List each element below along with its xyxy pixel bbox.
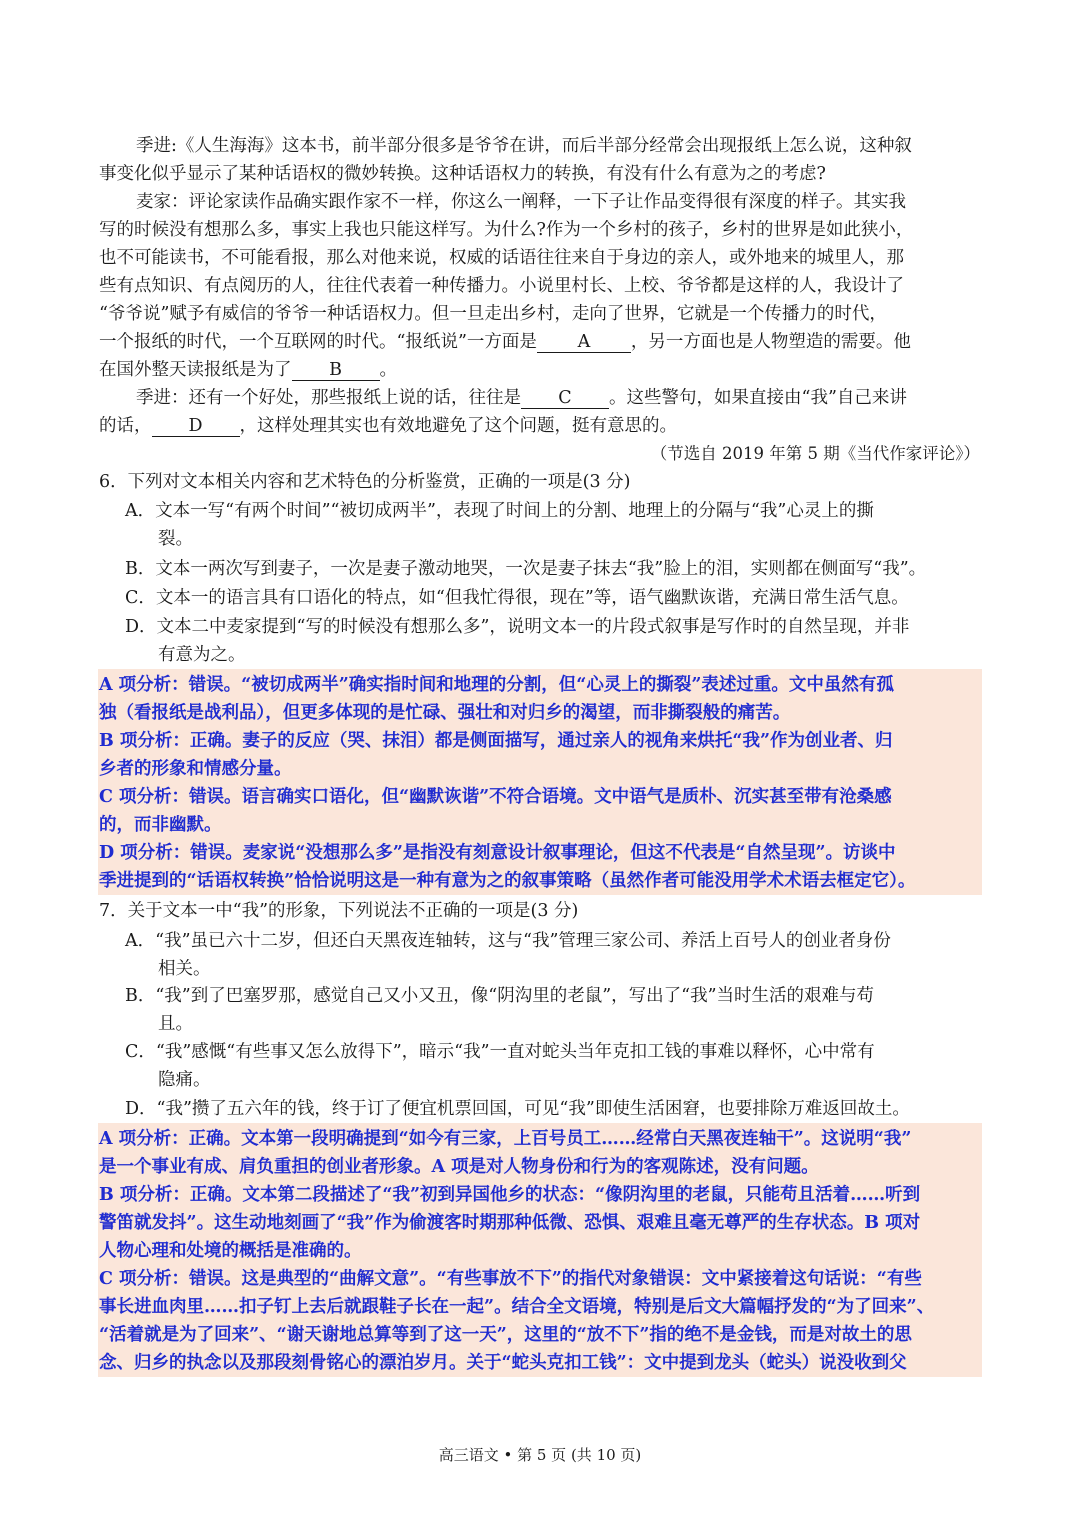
interview-p3-line1 (136, 384, 907, 412)
q6-analysis-line: 的，而非幽默。 (99, 815, 222, 835)
interview-text: ，这样处理其实也有效地避免了这个问题，挺有意思的。 (239, 416, 677, 436)
interview-p2-line3: 也不可能读书，不可能看报，那么对他来说，权威的话语往往来自于身边的亲人，或外地来的城里人，那 (99, 248, 904, 268)
interview-text: 的话， (99, 416, 152, 436)
interview-p2-line7 (99, 356, 397, 384)
q7-option-a: A．“我”虽已六十二岁，但还白天黑夜连轴转，这与“我”管理三家公司、养活上百号人的创业者身份 (125, 931, 891, 951)
source-citation: （节选自 2019 年第 5 期《当代作家评论》） (650, 444, 980, 463)
q7-analysis-line: 是一个事业有成、肩负重担的创业者形象。A 项是对人物身份和行为的客观陈述，没有问题。 (99, 1157, 819, 1177)
q7-analysis-line: 事长进血肉里……扣子钉上去后就跟鞋子长在一起”。结合全文语境，特别是后文大篇幅抒发的“为了回来”、 (99, 1297, 935, 1317)
interview-p1-line2: 事变化似乎显示了某种话语权的微妙转换。这种话语权力的转换，有没有什么有意为之的考虑? (99, 164, 826, 184)
q7-option-c-cont: 隐痛。 (158, 1070, 211, 1090)
page-footer: 高三语文 • 第 5 页 (共 10 页) (438, 1446, 642, 1464)
q6-option-a-cont: 裂。 (158, 529, 193, 549)
q6-option-b: B．文本一两次写到妻子，一次是妻子激动地哭，一次是妻子抹去“我”脸上的泪，实则都在侧面写“我”。 (125, 559, 927, 579)
q6-analysis-line: 独（看报纸是战利品），但更多体现的是忙碌、强壮和对归乡的渴望，而非撕裂般的痛苦。 (99, 703, 791, 723)
q7-analysis-line: “活着就是为了回来”、“谢天谢地总算等到了这一天”，这里的“放不下”指的绝不是金钱，而是对故土的思 (99, 1325, 912, 1345)
q6-analysis-line: A 项分析：错误。“被切成两半”确实指时间和地理的分割，但“心灵上的撕裂”表述过重。文中虽然有孤 (99, 675, 894, 695)
q6-analysis-line: 乡者的形象和情感分量。 (99, 759, 292, 779)
q6-stem: 6．下列对文本相关内容和艺术特色的分析鉴赏，正确的一项是(3 分) (99, 472, 631, 492)
q6-option-d: D．文本二中麦家提到“写的时候没有想那么多”，说明文本一的片段式叙事是写作时的自然呈现，并非 (125, 617, 910, 637)
q7-analysis-line: 警笛就发抖”。这生动地刻画了“我”作为偷渡客时期那种低微、恐惧、艰难且毫无尊严的生存状态。B 项对 (99, 1213, 921, 1233)
q7-option-a-cont: 相关。 (158, 959, 211, 979)
q6-option-d-cont: 有意为之。 (158, 645, 246, 665)
fill-blank-c: C (521, 388, 609, 409)
interview-p2-line1: 麦家：评论家读作品确实跟作家不一样，你这么一阐释，一下子让作品变得很有深度的样子。其实我 (136, 192, 906, 212)
q7-option-b: B．“我”到了巴塞罗那，感觉自己又小又丑，像“阴沟里的老鼠”，写出了“我”当时生活的艰难与苟 (125, 986, 875, 1006)
interview-p3-line2 (99, 412, 677, 440)
q7-analysis-line: B 项分析：正确。文本第二段描述了“我”初到异国他乡的状态：“像阴沟里的老鼠，只能苟且活着……听到 (99, 1185, 921, 1205)
q7-stem: 7．关于文本一中“我”的形象，下列说法不正确的一项是(3 分) (99, 901, 579, 921)
q7-option-c: C．“我”感慨“有些事又怎么放得下”，暗示“我”一直对蛇头当年克扣工钱的事难以释怀，心中常有 (125, 1042, 875, 1062)
interview-p2-line6 (99, 328, 911, 356)
q7-analysis-line: A 项分析：正确。文本第一段明确提到“如今有三家，上百号员工……经常白天黑夜连轴干”。这说明“我” (99, 1129, 912, 1149)
q6-option-c: C．文本一的语言具有口语化的特点，如“但我忙得很，现在”等，语气幽默诙谐，充满日常生活气息。 (125, 588, 909, 608)
interview-p2-line4: 些有点知识、有点阅历的人，往往代表着一种传播力。小说里村长、上校、爷爷都是这样的人，我设计了 (99, 276, 904, 296)
interview-text: ，另一方面也是人物塑造的需要。他 (630, 332, 911, 352)
interview-p2-line5: “爷爷说”赋予有威信的爷爷一种话语权力。但一旦走出乡村，走向了世界，它就是一个传播力的时代， (99, 304, 887, 324)
interview-text: 在国外整天读报纸是为了 (99, 360, 292, 380)
q6-analysis-line: 季进提到的“话语权转换”恰恰说明这是一种有意为之的叙事策略（虽然作者可能没用学术术语去框定它）。 (99, 871, 916, 891)
interview-text: 季进：还有一个好处，那些报纸上说的话，往往是 (136, 388, 521, 408)
q7-analysis-line: C 项分析：错误。这是典型的“曲解文意”。“有些事放不下”的指代对象错误：文中紧接着这句话说：“有些 (99, 1269, 922, 1289)
interview-p2-line2: 写的时候没有想那么多，事实上我也只能这样写。为什么?作为一个乡村的孩子，乡村的世界是如此狭小， (99, 220, 914, 240)
interview-p1-line1: 季进:《人生海海》这本书，前半部分很多是爷爷在讲，而后半部分经常会出现报纸上怎么说，这种叙 (136, 136, 912, 156)
q6-analysis-line: B 项分析：正确。妻子的反应（哭、抹泪）都是侧面描写，通过亲人的视角来烘托“我”作为创业者、归 (99, 731, 893, 751)
interview-text: 一个报纸的时代，一个互联网的时代。“报纸说”一方面是 (99, 332, 537, 352)
q7-option-b-cont: 且。 (158, 1014, 193, 1034)
q6-analysis-line: C 项分析：错误。语言确实口语化，但“幽默诙谐”不符合语境。文中语气是质朴、沉实甚至带有沧桑感 (99, 787, 892, 807)
q6-analysis-line: D 项分析：错误。麦家说“没想那么多”是指没有刻意设计叙事理论，但这不代表是“自然呈现”。访谈中 (99, 843, 896, 863)
q7-analysis-line: 人物心理和处境的概括是准确的。 (99, 1241, 362, 1261)
fill-blank-a: A (537, 332, 631, 353)
q7-option-d: D．“我”攒了五六年的钱，终于订了便宜机票回国，可见“我”即使生活困窘，也要排除万难返回故土。 (125, 1099, 910, 1119)
interview-text: 。这些警句，如果直接由“我”自己来讲 (609, 388, 907, 408)
fill-blank-d: D (152, 416, 240, 437)
fill-blank-b: B (292, 360, 380, 381)
q7-analysis-line: 念、归乡的执念以及那段刻骨铭心的漂泊岁月。关于“蛇头克扣工钱”：文中提到龙头（蛇头）说没收到父 (99, 1353, 907, 1373)
interview-text: 。 (379, 360, 397, 380)
q6-option-a: A．文本一写“有两个时间”“被切成两半”，表现了时间上的分割、地理上的分隔与“我”心灵上的撕 (125, 501, 874, 521)
